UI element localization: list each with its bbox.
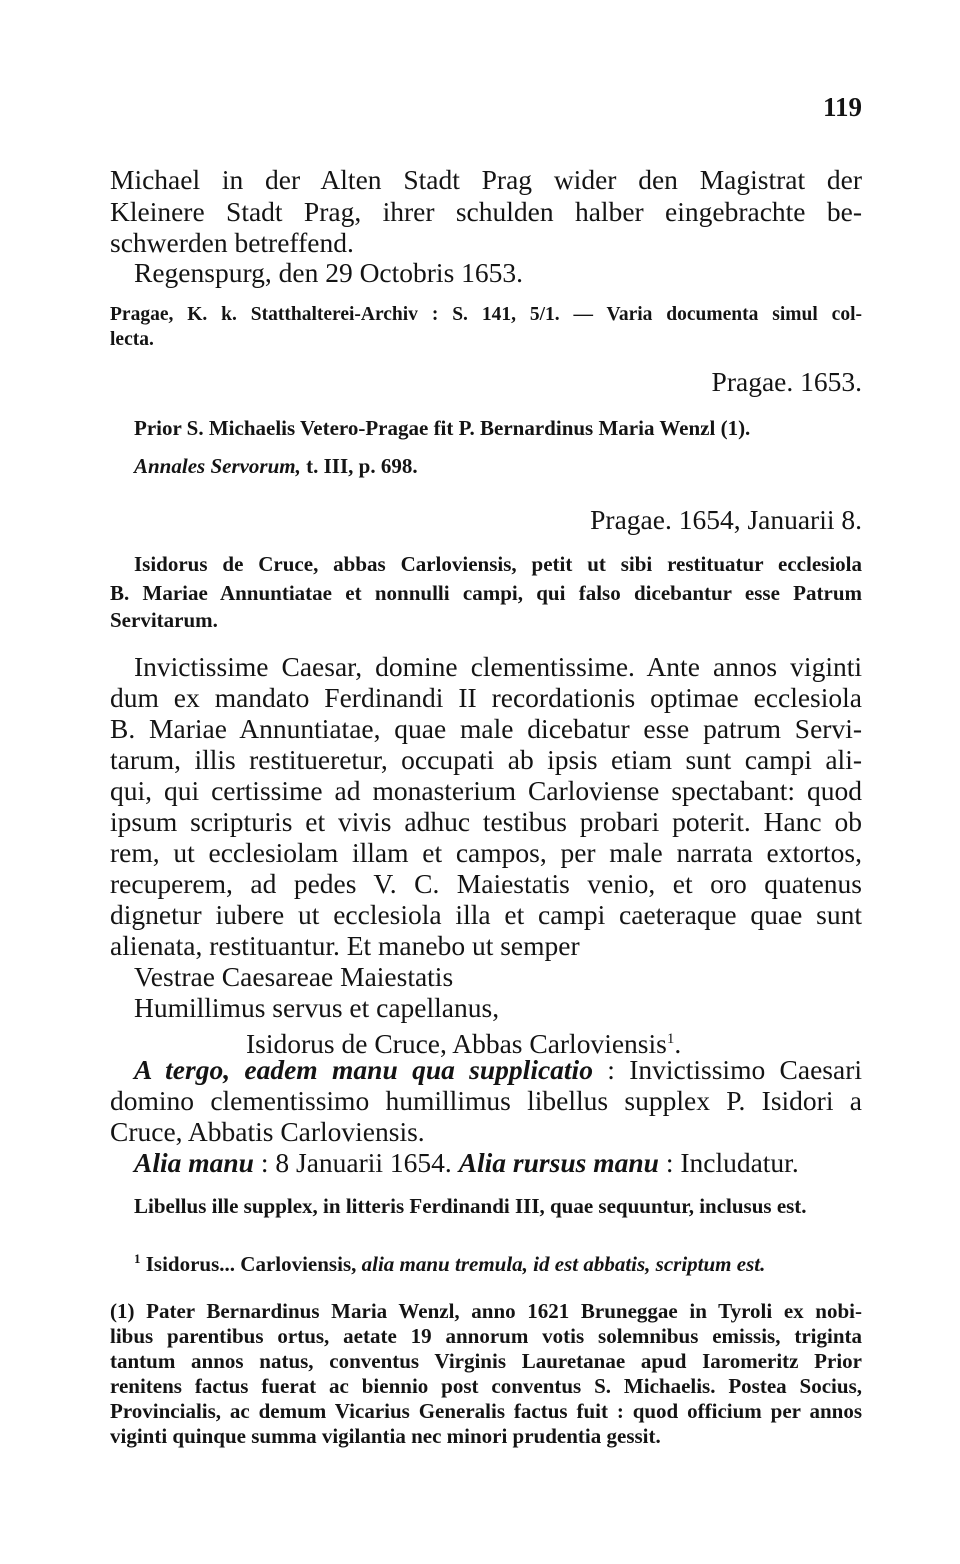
header-line: Michael in der Alten Stadt Prag wider den Magistrat der bbox=[110, 164, 862, 195]
annotation-text: : Includatur. bbox=[658, 1147, 799, 1178]
header-date: Regenspurg, den 29 Octobris 1653. bbox=[134, 257, 524, 288]
footnote-italic: alia manu tremula, id est abbatis, scriptum est. bbox=[361, 1252, 766, 1276]
libellus-note: Libellus ille supplex, in litteris Ferdinandi III, quae sequuntur, inclusus est. bbox=[134, 1194, 807, 1218]
footnote-2-line: Provincialis, ac demum Vicarius Generalis factus fuit : quod officium per annos bbox=[110, 1399, 862, 1423]
footnote-marker: 1 bbox=[666, 1031, 675, 1047]
annotation-text: : 8 Januarii 1654. bbox=[253, 1147, 459, 1178]
annotation-italic: Alia manu bbox=[134, 1147, 254, 1178]
letter-line: ipsum scripturis et vivis adhuc testibus probari poterit. Hanc ob bbox=[110, 806, 862, 837]
letter-closing: Vestrae Caesareae Maiestatis bbox=[134, 961, 454, 992]
letter-line: qui, qui certissime ad monasterium Carloviense spectabant: quod bbox=[110, 775, 862, 806]
endorsement-line: Cruce, Abbatis Carloviensis. bbox=[110, 1116, 425, 1147]
reference-locator: t. III, p. 698. bbox=[300, 454, 418, 478]
letter-line: rem, ut ecclesiolam illam et campos, per male narrata extortos, bbox=[110, 837, 862, 868]
reference-title: Annales Servorum, bbox=[134, 454, 301, 478]
entry-summary: Servitarum. bbox=[110, 608, 218, 632]
letter-line: alienata, restituantur. Et manebo ut semper bbox=[110, 930, 580, 961]
header-line: schwerden betreffend. bbox=[110, 227, 354, 258]
signature-text: Isidorus de Cruce, Abbas Carloviensis bbox=[246, 1028, 667, 1060]
endorsement-italic: A tergo, eadem manu qua supplicatio bbox=[134, 1054, 593, 1085]
footnote-2-line: tantum annos natus, conventus Virginis Lauretanae apud Iaromeritz Prior bbox=[110, 1349, 862, 1373]
footnote-2-line: viginti quinque summa vigilantia nec minori prudentia gessit. bbox=[110, 1424, 661, 1448]
endorsement-line: domino clementissimo humillimus libellus supplex P. Isidori a bbox=[110, 1085, 862, 1116]
letter-line: tarum, illis restitueretur, occupati ab ipsis etiam sunt campi ali- bbox=[110, 744, 862, 775]
source-line: Pragae, K. k. Statthalterei-Archiv : S. 141, 5/1. — Varia documenta simul col- bbox=[110, 304, 862, 325]
endorsement-text: : Invictissimo Caesari bbox=[592, 1054, 862, 1085]
header-line: Kleinere Stadt Prag, ihrer schulden halber eingebrachte be- bbox=[110, 196, 862, 227]
letter-line: dignetur iubere ut ecclesiola illa et campi caeteraque quae sunt bbox=[110, 899, 862, 930]
footnote-text: Isidorus... Carloviensis, bbox=[140, 1252, 362, 1276]
entry-summary: Isidorus de Cruce, abbas Carloviensis, petit ut sibi restituatur ecclesiola bbox=[134, 552, 862, 576]
footnote-2-line: libus parentibus ortus, aetate 19 annorum votis solemnibus emissis, triginta bbox=[110, 1324, 862, 1348]
entry-summary: Prior S. Michaelis Vetero-Pragae fit P. Bernardinus Maria Wenzl (1). bbox=[134, 416, 751, 440]
letter-line: dum ex mandato Ferdinandi II recordationis optimae ecclesiola bbox=[110, 682, 862, 713]
footnote-1 bbox=[110, 1246, 862, 1277]
source-line: lecta. bbox=[110, 329, 154, 350]
letter-line: Invictissime Caesar, domine clementissime. Ante annos viginti bbox=[134, 651, 862, 682]
footnote-marker: 1 bbox=[134, 1251, 141, 1266]
annotation-line bbox=[110, 1148, 862, 1178]
endorsement-line bbox=[110, 1055, 862, 1085]
entry-place-date: Pragae. 1653. bbox=[711, 366, 862, 397]
letter-line: recuperem, ad pedes V. C. Maiestatis venio, et oro quatenus bbox=[110, 868, 862, 899]
annotation-italic: Alia rursus manu bbox=[458, 1147, 659, 1178]
footnote-2-line: renitens factus fuerat ac biennio post conventus S. Michaelis. Postea Socius, bbox=[110, 1374, 862, 1398]
footnote-2-line: (1) Pater Bernardinus Maria Wenzl, anno 1621 Bruneggae in Tyroli ex nobi- bbox=[110, 1299, 862, 1323]
letter-line: B. Mariae Annuntiatae, quae male dicebatur esse patrum Servi- bbox=[110, 713, 862, 744]
letter-signature: Isidorus de Cruce, Abbas Carloviensis$^1$. bbox=[246, 1028, 682, 1060]
entry-place-date: Pragae. 1654, Januarii 8. bbox=[590, 504, 862, 535]
entry-reference bbox=[110, 453, 862, 479]
letter-closing: Humillimus servus et capellanus, bbox=[134, 992, 500, 1023]
entry-summary: B. Mariae Annuntiatae et nonnulli campi, qui falso dicebantur esse Patrum bbox=[110, 581, 862, 605]
page-number: 119 bbox=[822, 92, 862, 122]
